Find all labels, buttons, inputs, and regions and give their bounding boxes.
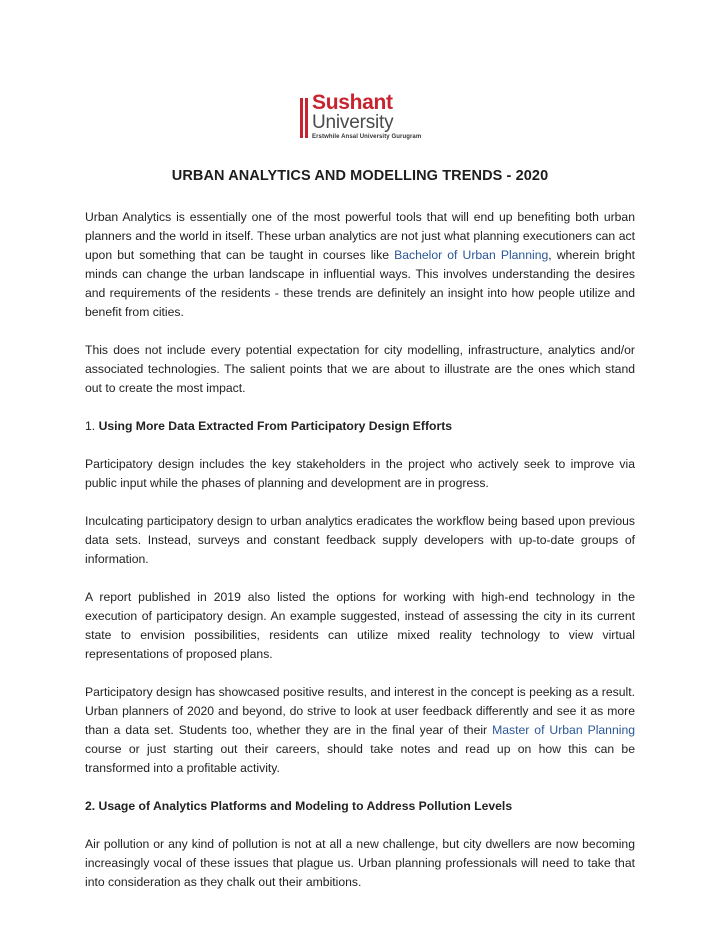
paragraph-text: , wherein bright minds can change the urban landscape in influential ways. This involves understanding the desires and requirements of the residents - these trends are definitely an insight into how people utilize and benefit from cities. [85,248,635,319]
logo-text [312,92,421,140]
logo-subtitle: University [312,112,394,133]
logo-bars-icon [300,98,308,138]
paragraph-intro [85,208,635,322]
document-body [85,208,635,911]
master-urban-planning-link[interactable]: Master of Urban Planning [492,723,635,737]
university-logo [300,92,424,150]
heading-number: 1. [85,419,99,433]
document-title: URBAN ANALYTICS AND MODELLING TRENDS - 2020 [171,168,549,184]
bachelor-urban-planning-link[interactable]: Bachelor of Urban Planning [394,248,549,262]
logo-name: Sushant [312,91,393,114]
heading-text: Using More Data Extracted From Participatory Design Efforts [98,419,453,433]
paragraph-air-pollution: Air pollution or any kind of pollution is not at all a new challenge, but city dwellers are now becoming increasingly vocal of these issues that plague us. Urban planning professionals will need to take that into consideration as they chalk out their ambitions. [85,837,635,889]
paragraph-text: Participatory design has showcased positive results, and interest in the concept is peeking as a result. Urban planners of 2020 and beyond, do strive to look at user feedback differently and see it as more than a data set. Students too, whether they are in the final year of their [85,685,635,737]
paragraph-participatory-design: Participatory design includes the key stakeholders in the project who actively seek to improve via public input while the phases of planning and development are in progress. [85,457,635,490]
logo-tagline: Erstwhile Ansal University Gurugram [312,134,422,140]
paragraph-text: course or just starting out their careers, should take notes and read up on how this can be transformed into a profitable activity. [85,742,635,775]
paragraph-text: Urban Analytics is essentially one of the most powerful tools that will end up benefiting both urban planners and the world in itself. These urban analytics are not just what planning executioners can act upon but something that can be taught in courses like [85,210,635,262]
section-heading-2: 2. Usage of Analytics Platforms and Modeling to Address Pollution Levels [85,799,513,813]
paragraph-report-2019: A report published in 2019 also listed the options for working with high-end technology in the execution of participatory design. An example suggested, instead of assessing the city in its current state to envision possibilities, residents can utilize mixed reality technology to view virtual representations of proposed plans. [85,590,635,661]
paragraph-results [85,683,635,778]
paragraph-scope: This does not include every potential expectation for city modelling, infrastructure, analytics and/or associated technologies. The salient points that we are about to illustrate are the ones which stand out to create the most impact. [85,343,635,395]
paragraph-inculcating: Inculcating participatory design to urban analytics eradicates the workflow being based upon previous data sets. Instead, surveys and constant feedback supply developers with up-to-date groups of information. [85,514,635,566]
section-heading-1 [85,417,635,436]
